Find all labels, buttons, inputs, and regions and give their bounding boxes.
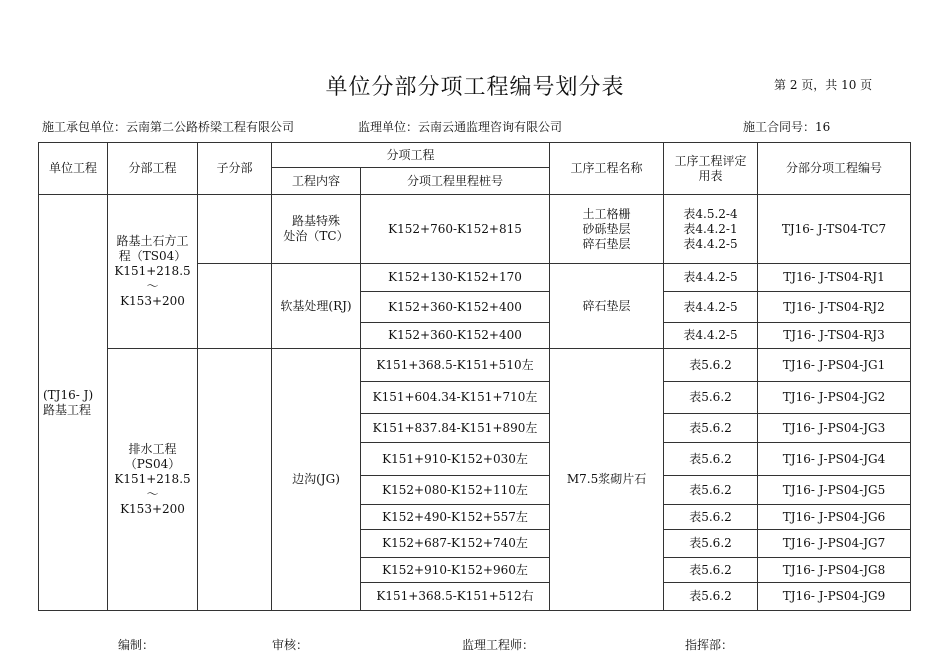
eval-table-cell: 表5.6.2 xyxy=(664,349,758,382)
code-cell: TJ16- J-PS04-JG8 xyxy=(758,558,911,583)
eval-table-cell: 表5.6.2 xyxy=(664,414,758,443)
code-cell: TJ16- J-TS04-RJ2 xyxy=(758,292,911,323)
table-row xyxy=(39,349,911,382)
eval-table-cell: 表5.6.2 xyxy=(664,583,758,611)
eval-table-cell: 表5.6.2 xyxy=(664,443,758,476)
unit-cell: (TJ16- J) 路基工程 xyxy=(39,195,108,611)
eval-table-cell: 表5.6.2 xyxy=(664,558,758,583)
item-content-cell: 边沟(JG) xyxy=(272,349,361,611)
sub-division-cell xyxy=(198,349,272,611)
supervisor-label: 监理单位：云南云通监理咨询有限公司 xyxy=(358,120,563,134)
stake-cell: K152+760-K152+815 xyxy=(361,195,550,264)
header-sub-division: 子分部 xyxy=(198,143,272,195)
process-cell: 土工格栅 砂砾垫层 碎石垫层 xyxy=(550,195,664,264)
stake-cell: K151+837.84-K151+890左 xyxy=(361,414,550,443)
item-content-cell: 软基处理(RJ) xyxy=(272,264,361,349)
stake-cell: K152+130-K152+170 xyxy=(361,264,550,292)
header-item: 分项工程 xyxy=(272,143,550,168)
stake-cell: K152+360-K152+400 xyxy=(361,323,550,349)
contract-number: 施工合同号：16 xyxy=(743,120,831,134)
header-item-stake: 分项工程里程桩号 xyxy=(361,168,550,195)
code-cell: TJ16- J-PS04-JG2 xyxy=(758,382,911,414)
stake-cell: K152+490-K152+557左 xyxy=(361,505,550,530)
code-cell: TJ16- J-PS04-JG3 xyxy=(758,414,911,443)
table-row xyxy=(39,195,911,264)
header-division: 分部工程 xyxy=(108,143,198,195)
eval-table-cell: 表5.6.2 xyxy=(664,505,758,530)
eval-table-cell: 表4.4.2-5 xyxy=(664,264,758,292)
eval-table-cell: 表5.6.2 xyxy=(664,382,758,414)
stake-cell: K151+368.5-K151+512右 xyxy=(361,583,550,611)
header-eval-table: 工序工程评定 用表 xyxy=(664,143,758,195)
page-title: 单位分部分项工程编号划分表 xyxy=(325,75,625,100)
eval-table-cell: 表5.6.2 xyxy=(664,530,758,558)
eval-table-cell: 表5.6.2 xyxy=(664,476,758,505)
eval-table-cell: 表4.4.2-5 xyxy=(664,323,758,349)
code-cell: TJ16- J-PS04-JG7 xyxy=(758,530,911,558)
process-cell: 碎石垫层 xyxy=(550,264,664,349)
division-cell: 路基土石方工 程（TS04） K151+218.5～ K153+200 xyxy=(108,195,198,349)
stake-cell: K152+080-K152+110左 xyxy=(361,476,550,505)
stake-cell: K152+687-K152+740左 xyxy=(361,530,550,558)
code-cell: TJ16- J-PS04-JG6 xyxy=(758,505,911,530)
code-cell: TJ16- J-TS04-TC7 xyxy=(758,195,911,264)
header-item-content: 工程内容 xyxy=(272,168,361,195)
stake-cell: K151+910-K152+030左 xyxy=(361,443,550,476)
code-cell: TJ16- J-PS04-JG9 xyxy=(758,583,911,611)
process-cell: M7.5浆砌片石 xyxy=(550,349,664,611)
contractor-label: 施工承包单位：云南第二公路桥梁工程有限公司 xyxy=(42,120,295,134)
stake-cell: K151+604.34-K151+710左 xyxy=(361,382,550,414)
sub-division-cell xyxy=(198,264,272,349)
header-row xyxy=(39,143,911,168)
code-cell: TJ16- J-TS04-RJ1 xyxy=(758,264,911,292)
code-cell: TJ16- J-PS04-JG4 xyxy=(758,443,911,476)
eval-table-cell: 表4.5.2-4 表4.4.2-1 表4.4.2-5 xyxy=(664,195,758,264)
code-cell: TJ16- J-PS04-JG5 xyxy=(758,476,911,505)
header-process: 工序工程名称 xyxy=(550,143,664,195)
reviewed-by-label: 审核： xyxy=(272,638,309,652)
prepared-by-label: 编制： xyxy=(118,638,155,652)
header-unit: 单位工程 xyxy=(39,143,108,195)
stake-cell: K152+910-K152+960左 xyxy=(361,558,550,583)
stake-cell: K152+360-K152+400 xyxy=(361,292,550,323)
division-cell: 排水工程 （PS04） K151+218.5～ K153+200 xyxy=(108,349,198,611)
item-content-cell: 路基特殊 处治（TC） xyxy=(272,195,361,264)
command-office-label: 指挥部： xyxy=(685,638,734,652)
stake-cell: K151+368.5-K151+510左 xyxy=(361,349,550,382)
eval-table-cell: 表4.4.2-5 xyxy=(664,292,758,323)
code-cell: TJ16- J-TS04-RJ3 xyxy=(758,323,911,349)
division-table xyxy=(38,142,911,611)
page-number: 第 2 页，共 10 页 xyxy=(774,78,873,92)
supervising-engineer-label: 监理工程师： xyxy=(462,638,535,652)
code-cell: TJ16- J-PS04-JG1 xyxy=(758,349,911,382)
header-code: 分部分项工程编号 xyxy=(758,143,911,195)
sub-division-cell xyxy=(198,195,272,264)
